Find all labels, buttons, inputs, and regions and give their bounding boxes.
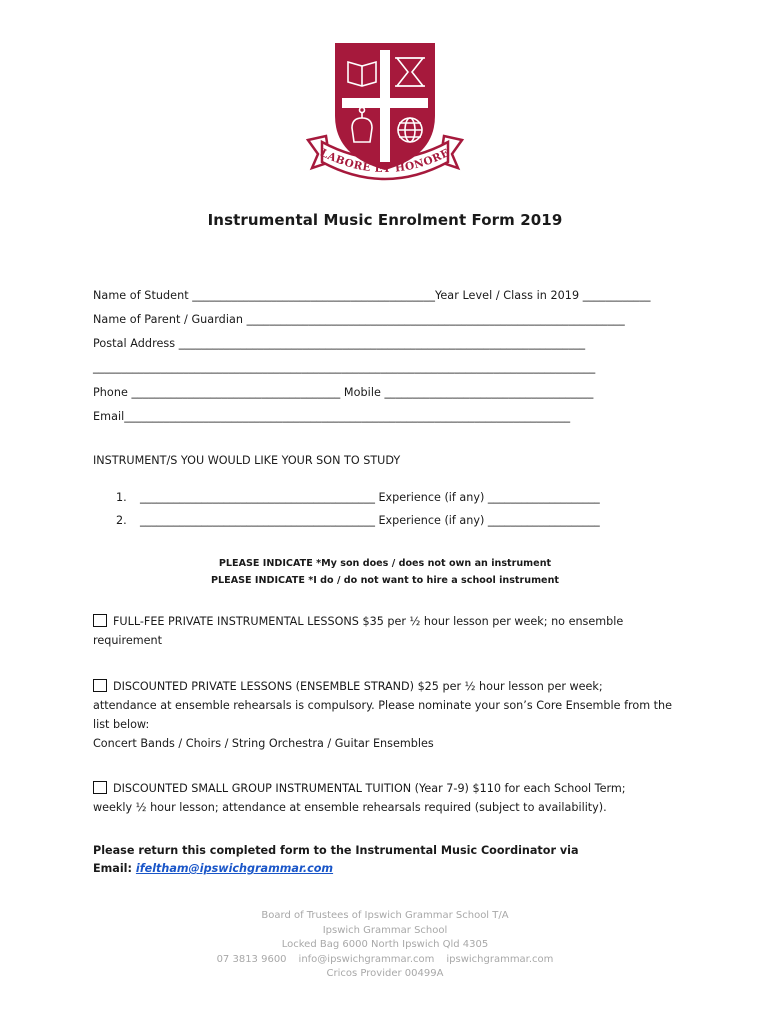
option-full-fee-detail: requirement <box>93 634 163 647</box>
email-separator: : <box>127 862 136 875</box>
option-small-group-detail: weekly ½ hour lesson; attendance at ensemble rehearsals required (subject to availability). <box>93 801 607 814</box>
footer-email[interactable]: info@ipswichgrammar.com <box>298 953 435 965</box>
instrument-1-number: 1. <box>116 491 127 504</box>
instrument-2-number: 2. <box>116 514 127 527</box>
option-discounted-private-detail-2: list below: <box>93 718 150 731</box>
phone-mobile-field[interactable]: Phone _____________________________________ Mobile _____________________________________ <box>93 386 594 399</box>
form-title: Instrumental Music Enrolment Form 2019 <box>207 211 563 229</box>
footer-school-name: Ipswich Grammar School <box>322 924 448 936</box>
email-label: Email <box>93 862 128 875</box>
footer-address: Locked Bag 6000 North Ipswich Qld 4305 <box>281 939 489 951</box>
school-crest-logo <box>300 38 470 188</box>
option-full-fee <box>93 612 693 650</box>
full-fee-checkbox[interactable] <box>93 614 107 627</box>
email-field[interactable]: Email_______________________________________________________________________________ <box>93 410 571 423</box>
footer-website[interactable]: ipswichgrammar.com <box>446 953 554 965</box>
crest-motto-text: LABORE ET HONORE <box>318 146 452 176</box>
student-name-field[interactable]: Name of Student ___________________________________________Year Level / Class in 2019 ____________ <box>93 289 651 302</box>
instruments-heading: INSTRUMENT/S YOU WOULD LIKE YOUR SON TO STUDY <box>93 454 401 467</box>
discounted-private-checkbox[interactable] <box>93 679 107 692</box>
option-discounted-private-label: DISCOUNTED PRIVATE LESSONS (ENSEMBLE STRAND) $25 per ½ hour lesson per week; <box>113 680 603 693</box>
parent-name-field[interactable]: Name of Parent / Guardian ___________________________________________________________________ <box>93 313 625 326</box>
school-footer <box>0 909 770 982</box>
footer-cricos: Cricos Provider 00499A <box>326 968 444 980</box>
hire-instrument-notice: PLEASE INDICATE *I do / do not want to hire a school instrument <box>211 575 559 586</box>
instrument-2-field[interactable]: __________________________________________ Experience (if any) ____________________ <box>140 514 600 527</box>
return-instructions-text: Please return this completed form to the Instrumental Music Coordinator via <box>93 844 579 857</box>
option-full-fee-label: FULL-FEE PRIVATE INSTRUMENTAL LESSONS $35 per ½ hour lesson per week; no ensemble <box>113 615 624 628</box>
return-instructions <box>93 842 579 878</box>
option-small-group-label: DISCOUNTED SMALL GROUP INSTRUMENTAL TUITION (Year 7-9) $110 for each School Term; <box>113 782 626 795</box>
postal-address-line2-field[interactable]: _________________________________________________________________________________________ <box>93 361 596 374</box>
footer-phone: 07 3813 9600 <box>216 953 287 965</box>
own-instrument-notice: PLEASE INDICATE *My son does / does not own an instrument <box>218 558 552 569</box>
footer-board-line: Board of Trustees of Ipswich Grammar School T/A <box>261 910 509 921</box>
option-small-group <box>93 779 693 817</box>
footer-contacts <box>0 953 770 968</box>
coordinator-email-link[interactable]: ifeltham@ipswichgrammar.com <box>135 862 334 875</box>
option-discounted-private <box>93 677 693 753</box>
option-discounted-private-detail-1: attendance at ensemble rehearsals is compulsory. Please nominate your son’s Core Ensemble from the <box>93 699 673 712</box>
ensemble-list: Concert Bands / Choirs / String Orchestra / Guitar Ensembles <box>93 737 434 750</box>
small-group-checkbox[interactable] <box>93 781 107 794</box>
postal-address-field[interactable]: Postal Address ________________________________________________________________________ <box>93 337 586 350</box>
instrument-1-field[interactable]: __________________________________________ Experience (if any) ____________________ <box>140 491 600 504</box>
